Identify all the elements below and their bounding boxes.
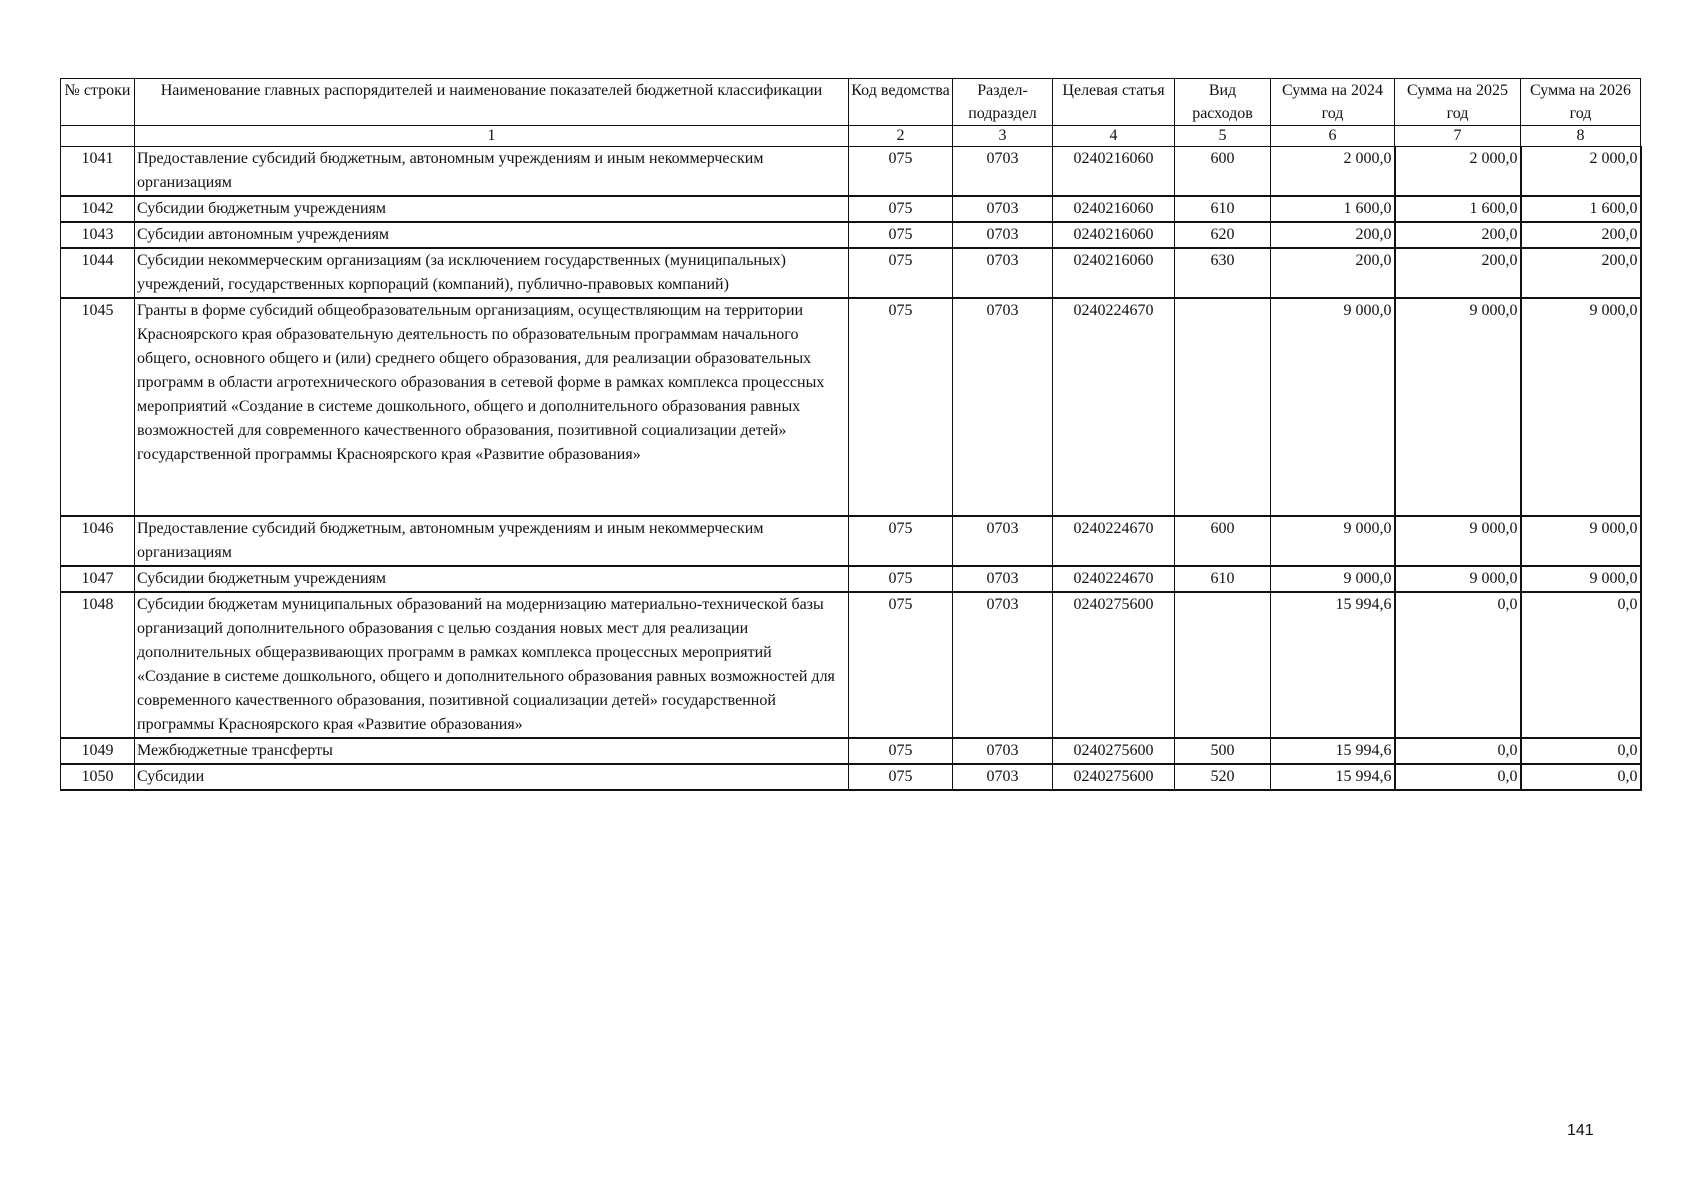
row-celevaya: 0240216060	[1053, 222, 1175, 248]
column-number-row	[61, 126, 1641, 147]
row-kod: 075	[849, 764, 953, 790]
row-kod: 075	[849, 248, 953, 298]
table-row	[61, 222, 1641, 248]
header-razdel: Раздел-подраздел	[953, 79, 1053, 126]
row-sum-2024: 200,0	[1271, 222, 1395, 248]
column-number: 3	[953, 126, 1053, 147]
row-kod: 075	[849, 298, 953, 516]
row-vid: 500	[1175, 738, 1271, 764]
row-name: Субсидии автономным учреждениям	[135, 222, 849, 248]
row-razdel: 0703	[953, 222, 1053, 248]
row-number: 1050	[61, 764, 135, 790]
row-sum-2025: 9 000,0	[1395, 566, 1521, 592]
row-sum-2026: 1 600,0	[1521, 196, 1641, 222]
row-razdel: 0703	[953, 516, 1053, 566]
row-sum-2025: 200,0	[1395, 248, 1521, 298]
column-number: 2	[849, 126, 953, 147]
row-sum-2026: 0,0	[1521, 738, 1641, 764]
header-kod: Код ведомства	[849, 79, 953, 126]
row-razdel: 0703	[953, 147, 1053, 197]
table-row	[61, 298, 1641, 516]
row-kod: 075	[849, 196, 953, 222]
row-vid: 610	[1175, 566, 1271, 592]
header-name: Наименование главных распорядителей и наименование показателей бюджетной классификации	[135, 79, 849, 126]
row-sum-2025: 200,0	[1395, 222, 1521, 248]
column-number: 7	[1395, 126, 1521, 147]
row-sum-2024: 9 000,0	[1271, 516, 1395, 566]
budget-table	[60, 78, 1642, 791]
row-sum-2024: 15 994,6	[1271, 738, 1395, 764]
row-sum-2024: 2 000,0	[1271, 147, 1395, 197]
page-number: 141	[1567, 1122, 1594, 1139]
row-celevaya: 0240216060	[1053, 196, 1175, 222]
row-sum-2025: 1 600,0	[1395, 196, 1521, 222]
column-number: 8	[1521, 126, 1641, 147]
row-sum-2026: 200,0	[1521, 222, 1641, 248]
row-name: Субсидии	[135, 764, 849, 790]
row-name: Предоставление субсидий бюджетным, автономным учреждениям и иным некоммерческим организациям	[135, 147, 849, 197]
row-name: Предоставление субсидий бюджетным, автономным учреждениям и иным некоммерческим организациям	[135, 516, 849, 566]
row-vid: 520	[1175, 764, 1271, 790]
row-kod: 075	[849, 147, 953, 197]
row-sum-2025: 0,0	[1395, 764, 1521, 790]
header-row	[61, 79, 1641, 126]
row-name: Гранты в форме субсидий общеобразовательным организациям, осуществляющим на территории Красноярского края образовательную деятельность по образовательным программам начального общего, основного общего и (или) среднего общего образования, для реализации образовательных программ в области агротехнического образования в сетевой форме в рамках комплекса процессных мероприятий «Создание в системе дошкольного, общего и дополнительного образования равных возможностей для современного качественного образования, позитивной социализации детей» государственной программы Красноярского края «Развитие образования»	[135, 298, 849, 516]
row-vid: 600	[1175, 516, 1271, 566]
row-celevaya: 0240224670	[1053, 298, 1175, 516]
header-celevaya: Целевая статья	[1053, 79, 1175, 126]
table-row	[61, 147, 1641, 197]
row-kod: 075	[849, 738, 953, 764]
row-vid: 630	[1175, 248, 1271, 298]
row-name: Субсидии некоммерческим организациям (за исключением государственных (муниципальных) учреждений, государственных корпораций (компаний), публично-правовых компаний)	[135, 248, 849, 298]
row-name: Межбюджетные трансферты	[135, 738, 849, 764]
table-row	[61, 566, 1641, 592]
column-number: 5	[1175, 126, 1271, 147]
row-sum-2024: 15 994,6	[1271, 592, 1395, 738]
row-number: 1048	[61, 592, 135, 738]
table-body	[61, 147, 1641, 791]
row-sum-2024: 9 000,0	[1271, 298, 1395, 516]
row-number: 1043	[61, 222, 135, 248]
table-row	[61, 764, 1641, 790]
row-celevaya: 0240224670	[1053, 516, 1175, 566]
row-kod: 075	[849, 516, 953, 566]
row-sum-2024: 200,0	[1271, 248, 1395, 298]
row-razdel: 0703	[953, 566, 1053, 592]
column-number: 6	[1271, 126, 1395, 147]
row-sum-2026: 2 000,0	[1521, 147, 1641, 197]
row-kod: 075	[849, 592, 953, 738]
row-name: Субсидии бюджетам муниципальных образований на модернизацию материально-технической базы организаций дополнительного образования с целью создания новых мест для реализации дополнительных общеразвивающих программ в рамках комплекса процессных мероприятий «Создание в системе дошкольного, общего и дополнительного образования равных возможностей для современного качественного образования, позитивной социализации детей» государственной программы Красноярского края «Развитие образования»	[135, 592, 849, 738]
row-vid	[1175, 592, 1271, 738]
row-razdel: 0703	[953, 592, 1053, 738]
table-row	[61, 592, 1641, 738]
row-sum-2026: 200,0	[1521, 248, 1641, 298]
row-celevaya: 0240275600	[1053, 592, 1175, 738]
row-sum-2025: 0,0	[1395, 592, 1521, 738]
row-number: 1049	[61, 738, 135, 764]
row-sum-2025: 9 000,0	[1395, 298, 1521, 516]
row-sum-2024: 15 994,6	[1271, 764, 1395, 790]
row-razdel: 0703	[953, 298, 1053, 516]
row-sum-2026: 0,0	[1521, 592, 1641, 738]
row-number: 1047	[61, 566, 135, 592]
column-number	[61, 126, 135, 147]
row-sum-2025: 0,0	[1395, 738, 1521, 764]
header-sum-2025: Сумма на 2025 год	[1395, 79, 1521, 126]
row-sum-2026: 9 000,0	[1521, 516, 1641, 566]
row-vid	[1175, 298, 1271, 516]
header-vid: Вид расходов	[1175, 79, 1271, 126]
row-name: Субсидии бюджетным учреждениям	[135, 196, 849, 222]
row-celevaya: 0240216060	[1053, 147, 1175, 197]
row-number: 1041	[61, 147, 135, 197]
row-razdel: 0703	[953, 248, 1053, 298]
column-number: 4	[1053, 126, 1175, 147]
header-row-no: № строки	[61, 79, 135, 126]
header-sum-2024: Сумма на 2024 год	[1271, 79, 1395, 126]
header-sum-2026: Сумма на 2026 год	[1521, 79, 1641, 126]
row-number: 1046	[61, 516, 135, 566]
row-celevaya: 0240224670	[1053, 566, 1175, 592]
table-row	[61, 196, 1641, 222]
table-row	[61, 248, 1641, 298]
row-number: 1044	[61, 248, 135, 298]
row-razdel: 0703	[953, 196, 1053, 222]
row-number: 1042	[61, 196, 135, 222]
row-name: Субсидии бюджетным учреждениям	[135, 566, 849, 592]
row-sum-2024: 9 000,0	[1271, 566, 1395, 592]
row-kod: 075	[849, 566, 953, 592]
table-row	[61, 738, 1641, 764]
row-sum-2026: 0,0	[1521, 764, 1641, 790]
row-sum-2024: 1 600,0	[1271, 196, 1395, 222]
row-vid: 610	[1175, 196, 1271, 222]
row-razdel: 0703	[953, 738, 1053, 764]
row-kod: 075	[849, 222, 953, 248]
row-celevaya: 0240216060	[1053, 248, 1175, 298]
row-sum-2026: 9 000,0	[1521, 298, 1641, 516]
column-number: 1	[135, 126, 849, 147]
row-celevaya: 0240275600	[1053, 764, 1175, 790]
table-row	[61, 516, 1641, 566]
row-sum-2026: 9 000,0	[1521, 566, 1641, 592]
row-celevaya: 0240275600	[1053, 738, 1175, 764]
row-vid: 620	[1175, 222, 1271, 248]
row-razdel: 0703	[953, 764, 1053, 790]
row-sum-2025: 2 000,0	[1395, 147, 1521, 197]
row-sum-2025: 9 000,0	[1395, 516, 1521, 566]
row-vid: 600	[1175, 147, 1271, 197]
row-number: 1045	[61, 298, 135, 516]
